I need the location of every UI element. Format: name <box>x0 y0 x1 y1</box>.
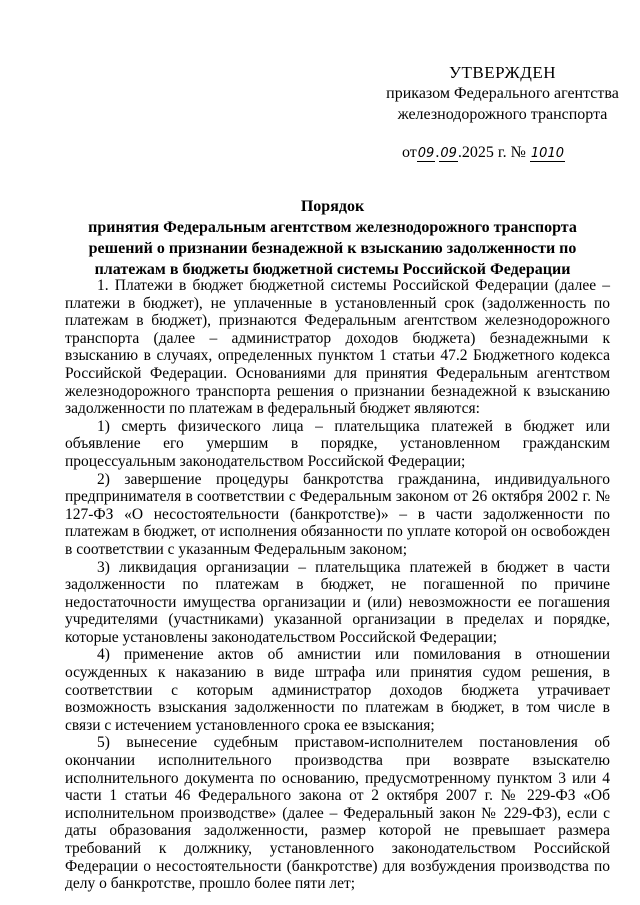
approval-line-1: приказом Федерального агентства <box>386 85 619 102</box>
order-number: 1010 <box>530 146 564 161</box>
paragraph-item-2: 2) завершение процедуры банкротства гражданина, индивидуального предпринимателя в соответствии с Федеральным законом от 26 октября 2002 г. № 127-ФЗ «О несостоятельности (банкротстве)» – в части задолженности по платежам в бюджет, от исполнения обязанности по уплате которой он освобожден в соответствии с указанным Федеральным законом; <box>65 470 610 558</box>
paragraph-item-5: 5) вынесение судебным приставом-исполнителем постановления об окончании исполнительного производства при возврате взыскателю исполнительного документа по основанию, предусмотренному пунктом 3 или 4 части 1 статьи 46 Федерального закона от 2 октября 2007 г. № 229-ФЗ «Об исполнительном производстве» (далее – Федеральный закон № 229-ФЗ), если с даты образования задолженности, размер которой не превышает размера требований к должнику, установленного законодательством Российской Федерации о несостоятельности (банкротстве) для возбуждения производства по делу о банкротстве, прошло более пяти лет; <box>65 734 610 893</box>
paragraph-1: 1. Платежи в бюджет бюджетной системы Российской Федерации (далее – платежи в бюджет), не уплаченные в установленный срок (задолженность по платежам в бюджет), признаются Федеральным агентством железнодорожного транспорта (далее – администратор доходов бюджета) безнадежными к взысканию в случаях, определенных пунктом 1 статьи 47.2 Бюджетного кодекса Российской Федерации. Основаниями для принятия Федеральным агентством железнодорожного транспорта решения о признании безнадежной к взысканию задолженности по платежам в федеральный бюджет являются: <box>65 277 610 418</box>
approval-block <box>380 62 625 125</box>
heading-title: Порядок <box>300 198 365 215</box>
approval-line-2: железнодорожного транспорта <box>397 106 608 123</box>
paragraph-item-3: 3) ликвидация организации – плательщика платежей в бюджет в части задолженности по платежам в бюджет, не погашенной по причине недостаточности имущества организации и (или) невозможности ее погашения учредителями (участниками) указанной организации в пределах и порядке, которые установлены законодательством Российской Федерации; <box>65 558 610 646</box>
document-heading <box>60 196 605 280</box>
order-year: .2025 г. <box>457 144 507 161</box>
document-body <box>65 277 610 893</box>
order-number-sign: № <box>510 144 526 161</box>
paragraph-item-4: 4) применение актов об амнистии или помилования в отношении осужденных к наказанию в виде штрафа или принятия судом решения, в соответствии с которым администратор доходов бюджета утрачивает возможность взыскания задолженности по платежам в бюджет, в том числе в связи с истечением установленного срока ее взыскания; <box>65 646 610 734</box>
order-date-number: от09.09.2025 г. № 1010 <box>402 144 564 161</box>
order-month: 09 <box>440 146 457 161</box>
order-prefix: от <box>402 144 417 161</box>
order-day: 09 <box>417 146 435 161</box>
paragraph-item-1: 1) смерть физического лица – плательщика платежей в бюджет или объявление его умершим в порядке, установленном гражданским процессуальным законодательством Российской Федерации; <box>65 417 610 470</box>
heading-subtitle: принятия Федеральным агентством железнодорожного транспорта решений о признании безнадежной к взысканию задолженности по платежам в бюджеты бюджетной системы Российской Федерации <box>88 219 577 278</box>
approval-title: УТВЕРЖДЕН <box>449 63 556 82</box>
